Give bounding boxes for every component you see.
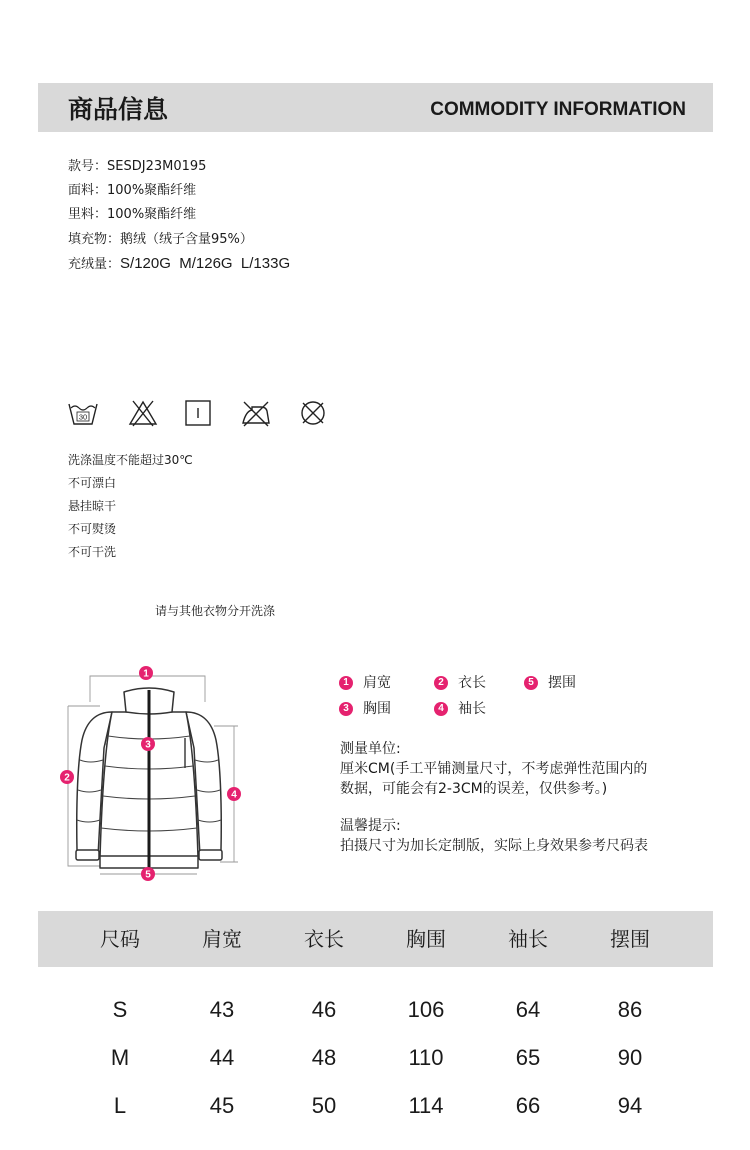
marker-number: 1: [143, 668, 149, 680]
separate-wash-note: 请与其他衣物分开洗涤: [155, 604, 276, 618]
column-header: 衣长: [304, 927, 344, 951]
page-subtitle: COMMODITY INFORMATION: [430, 99, 686, 120]
marker-hem: [141, 867, 155, 881]
wash-30-icon: [67, 399, 99, 427]
value-cell: 45: [209, 1093, 235, 1118]
legend-item-chest: [339, 701, 391, 717]
spec-value: SESDJ23M0195: [107, 159, 207, 174]
value-cell: 50: [311, 1093, 337, 1118]
care-instruction: 不可熨烫: [68, 522, 117, 536]
table-row: [69, 986, 681, 1034]
care-instruction: 洗涤温度不能超过30℃: [68, 453, 193, 467]
size-cell: L: [113, 1093, 127, 1118]
marker-number: 2: [64, 772, 70, 784]
column-header: 尺码: [100, 927, 140, 951]
spec-label: 款号：: [68, 159, 108, 174]
spec-value: 鹅绒（绒子含量95%）: [120, 232, 253, 247]
legend-label: 袖长: [458, 701, 486, 717]
legend-item-sleeve: [434, 701, 486, 717]
spec-label: 充绒量：: [68, 257, 121, 272]
marker-number: 4: [231, 789, 237, 801]
table-row: [69, 1034, 681, 1082]
care-instruction: 不可漂白: [68, 476, 117, 490]
no-iron-icon: [240, 399, 272, 427]
marker-number: 5: [145, 869, 151, 881]
value-cell: 44: [209, 1045, 235, 1070]
spec-label: 里料：: [68, 207, 108, 222]
wash-temperature-text: 30: [78, 412, 88, 422]
unit-title: 测量单位:: [340, 741, 401, 757]
spec-lining: [68, 207, 196, 223]
marker-sleeve: [227, 787, 241, 801]
legend-marker: 5: [524, 676, 538, 690]
marker-shoulder: [139, 666, 153, 680]
column-header: 肩宽: [202, 927, 242, 951]
spec-value: S/120G M/126G L/133G: [120, 255, 291, 272]
legend-item-length: [434, 675, 486, 691]
legend-marker: 3: [339, 702, 353, 716]
right-cuff: [199, 850, 222, 860]
spec-fabric: [68, 183, 196, 199]
legend-item-shoulder: [339, 675, 391, 691]
spec-label: 填充物：: [68, 232, 121, 247]
value-cell: 64: [515, 997, 541, 1022]
legend-marker: 2: [434, 676, 448, 690]
marker-chest: [141, 737, 155, 751]
size-cell: S: [112, 997, 128, 1022]
tip-title: 温馨提示:: [340, 818, 401, 834]
column-header: 袖长: [508, 927, 548, 951]
no-dry-clean-icon: [297, 399, 329, 427]
spec-value: 100%聚酯纤维: [107, 183, 197, 198]
value-cell: 106: [407, 997, 445, 1022]
no-bleach-icon: [127, 399, 159, 427]
spec-style-number: [68, 159, 206, 175]
value-cell: 94: [617, 1093, 643, 1118]
care-instruction: 悬挂晾干: [68, 499, 117, 513]
spec-label: 面料：: [68, 183, 108, 198]
left-cuff: [76, 850, 99, 860]
size-cell: M: [110, 1045, 130, 1070]
column-header: 摆围: [610, 927, 650, 951]
marker-length: [60, 770, 74, 784]
tip-description: 拍摄尺寸为加长定制版，实际上身效果参考尺码表: [340, 838, 648, 854]
value-cell: 48: [311, 1045, 337, 1070]
column-header: 胸围: [406, 927, 446, 951]
size-table-header: [69, 911, 681, 967]
legend-item-hem: [524, 675, 576, 691]
jacket-measurement-diagram: [55, 660, 255, 890]
hang-dry-icon: [182, 399, 214, 427]
table-row: [69, 1082, 681, 1130]
legend-marker: 1: [339, 676, 353, 690]
spec-value: 100%聚酯纤维: [107, 207, 197, 222]
value-cell: 90: [617, 1045, 643, 1070]
unit-description: 厘米CM(手工平铺测量尺寸，不考虑弹性范围内的: [340, 761, 648, 777]
legend-label: 衣长: [458, 675, 486, 691]
value-cell: 110: [408, 1045, 444, 1070]
value-cell: 86: [617, 997, 643, 1022]
legend-marker: 4: [434, 702, 448, 716]
value-cell: 43: [209, 997, 235, 1022]
spec-fill-weight: [68, 256, 290, 273]
value-cell: 65: [515, 1045, 541, 1070]
care-instruction: 不可干洗: [68, 545, 117, 559]
legend-label: 摆围: [548, 675, 576, 691]
legend-label: 肩宽: [363, 675, 391, 691]
page-title: 商品信息: [68, 95, 169, 124]
marker-number: 3: [145, 739, 151, 751]
unit-description: 数据，可能会有2-3CM的误差，仅供参考。): [340, 781, 608, 797]
value-cell: 114: [408, 1093, 444, 1118]
spec-filling: [68, 232, 253, 248]
value-cell: 46: [311, 997, 337, 1022]
legend-label: 胸围: [363, 701, 391, 717]
value-cell: 66: [515, 1093, 541, 1118]
